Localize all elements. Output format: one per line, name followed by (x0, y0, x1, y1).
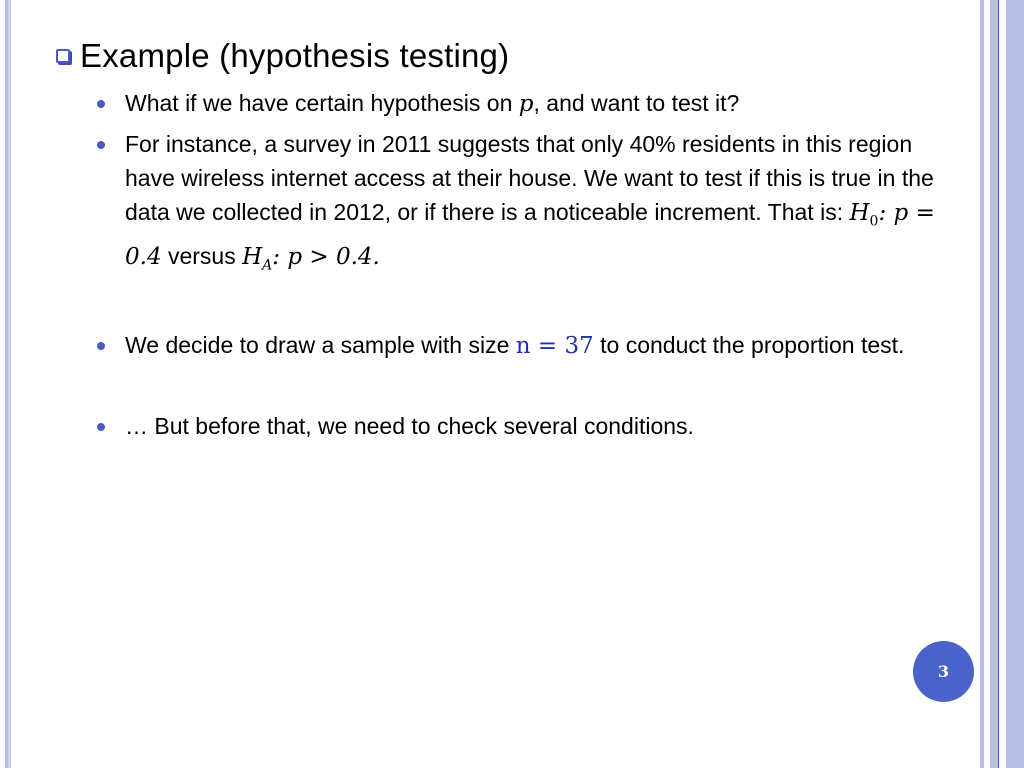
bullet-item: What if we have certain hypothesis on p, and want to test it? (95, 86, 935, 121)
bullet-dot-icon (97, 423, 105, 431)
bullet-item: … But before that, we need to check several conditions. (95, 409, 935, 443)
bullet-dot-icon (97, 100, 105, 108)
bullet-list (95, 86, 935, 443)
bullet-item: For instance, a survey in 2011 suggests that only 40% residents in this region have wireless internet access at their house. We want to test if this is true in the data we collected in 2012, or if there is a noticeable increment. That is: $H_0$: p = 0.4 versus $H_A$: p > 0.4. (95, 127, 935, 282)
bullet-item: We decide to draw a sample with size n = 37 to conduct the proportion test. (95, 328, 935, 363)
right-decor-bar (980, 0, 984, 768)
page-number-badge: 3 (913, 641, 974, 702)
bullet-dot-icon (97, 342, 105, 350)
right-decor-bar-3 (1006, 0, 1024, 768)
right-decor-line (998, 0, 999, 768)
slide-title: Example (hypothesis testing) (56, 34, 509, 78)
left-decor-bar-2 (8, 0, 11, 768)
checkbox-bullet-icon (56, 49, 70, 63)
bullet-dot-icon (97, 141, 105, 149)
